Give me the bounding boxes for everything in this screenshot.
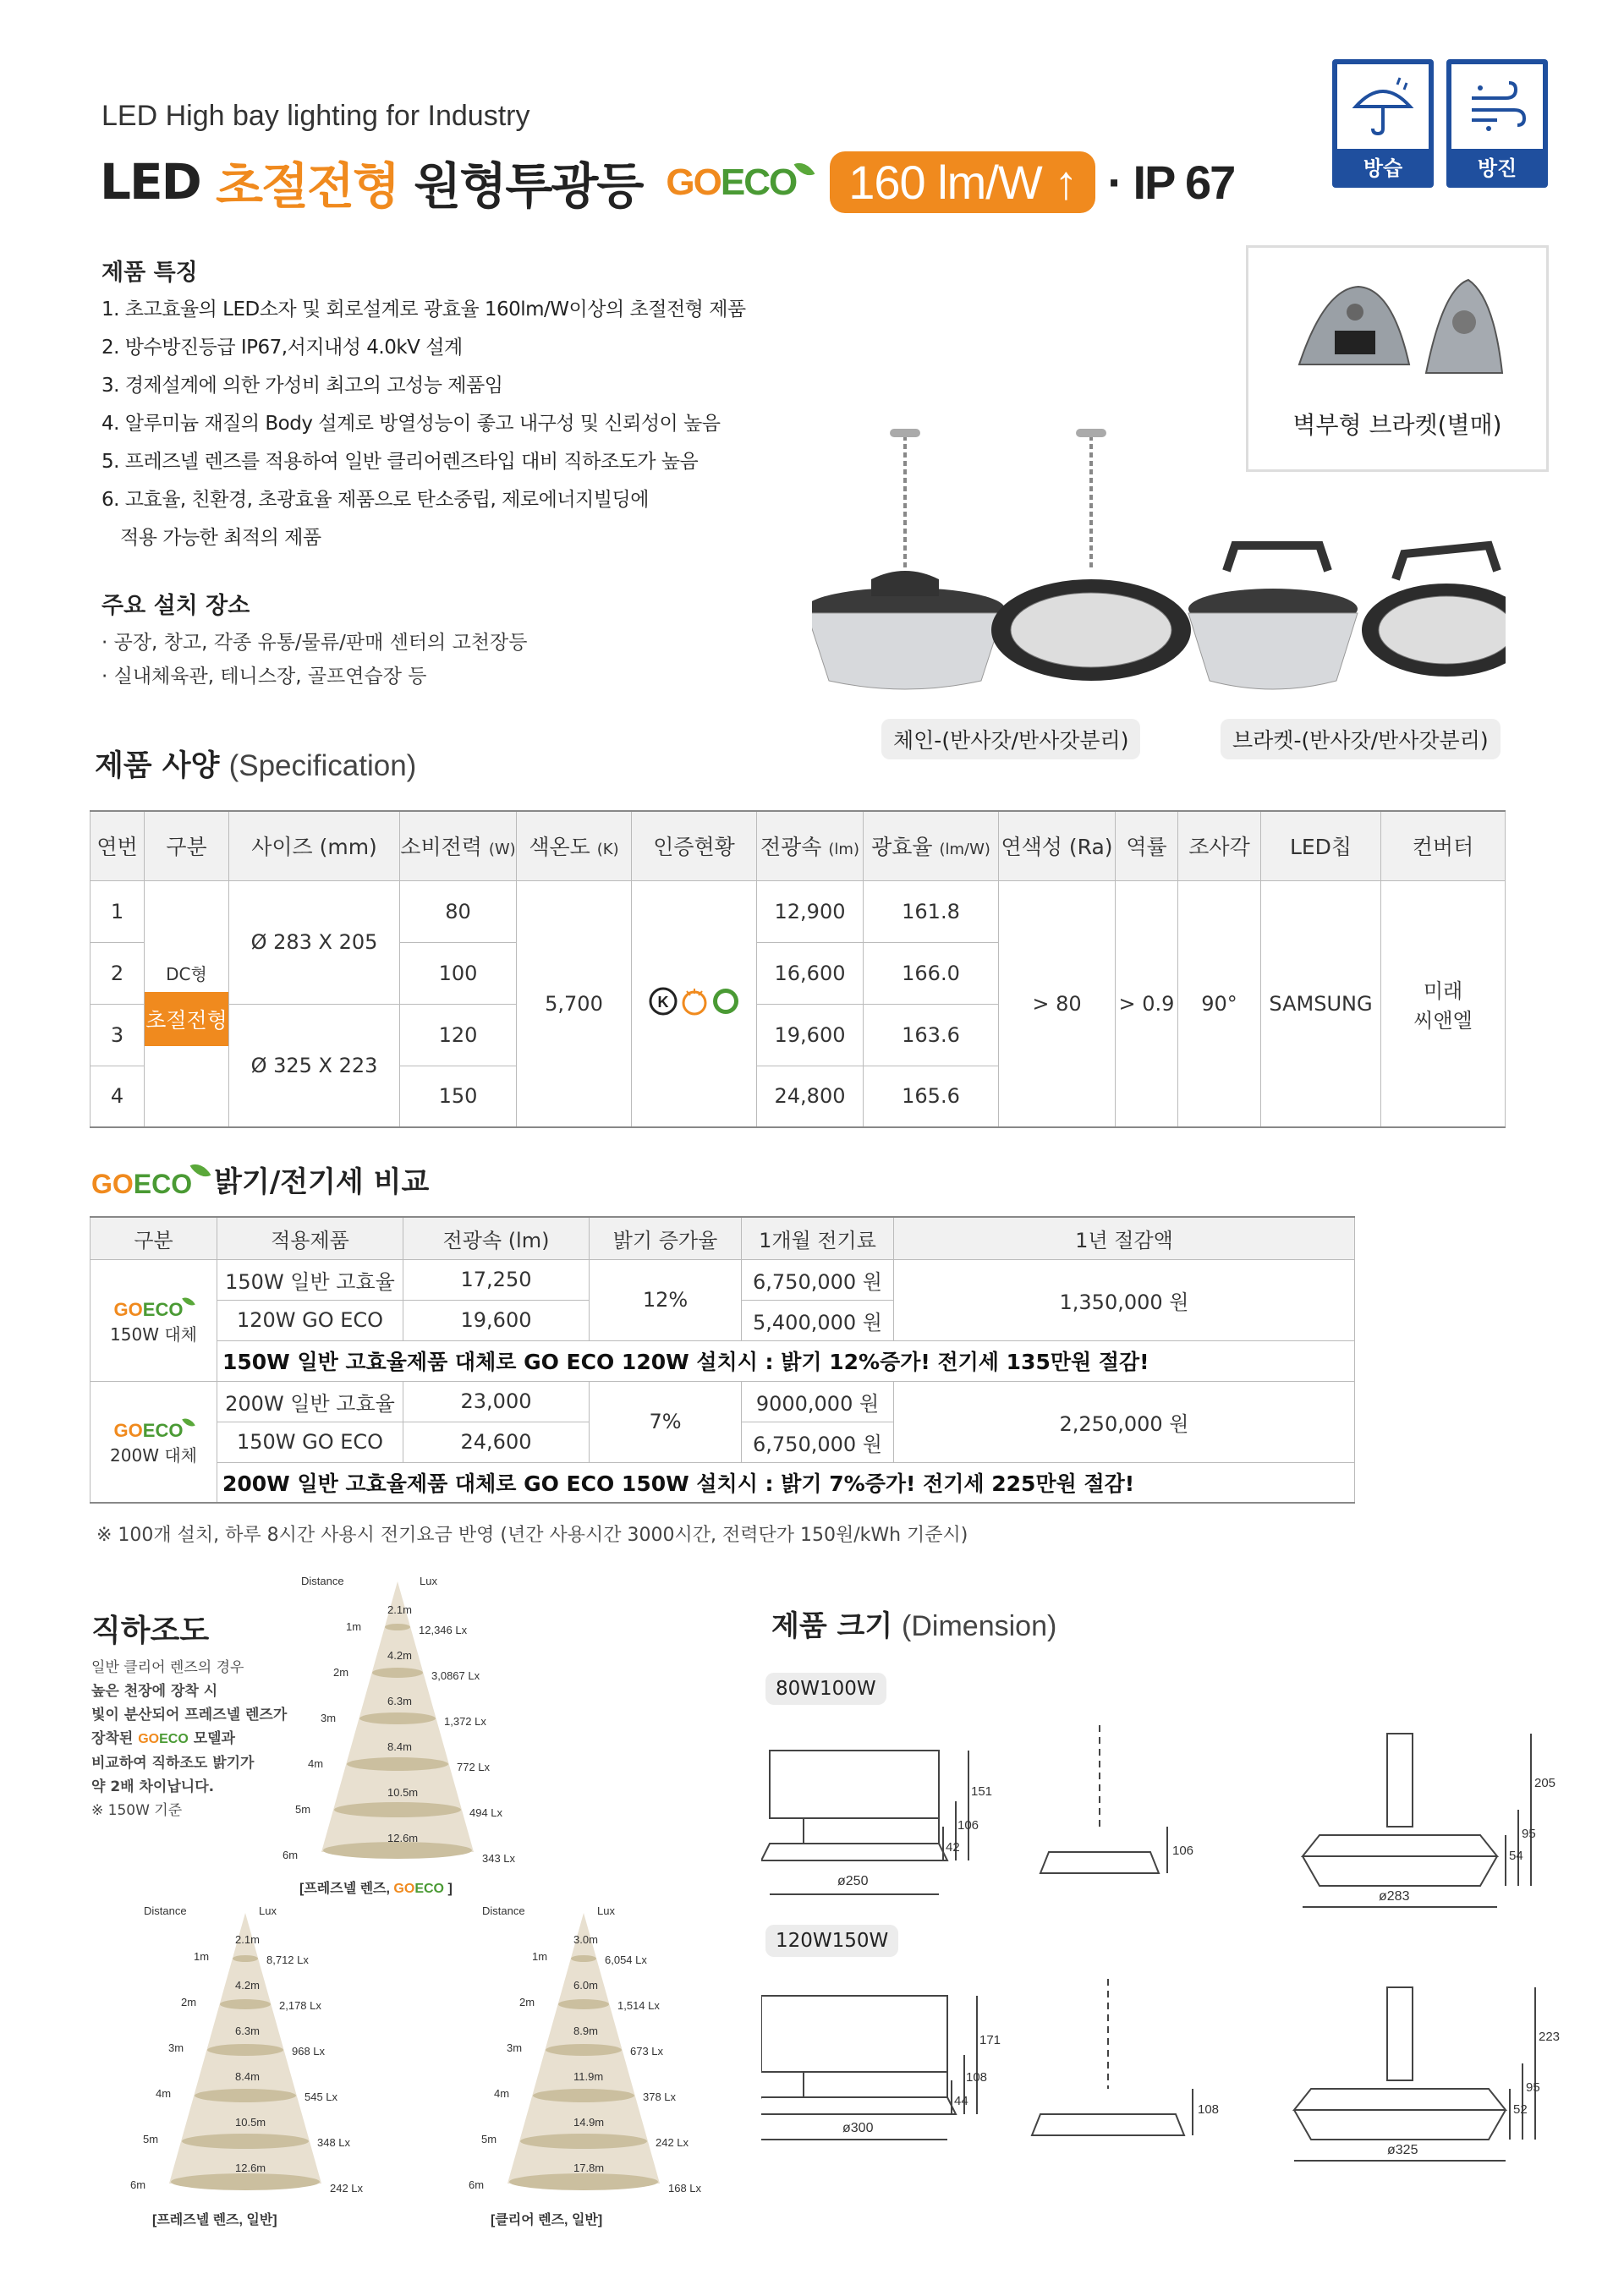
cone-lux-label: 242 Lx bbox=[656, 2136, 689, 2149]
cone-distance-label: 4m bbox=[308, 1757, 324, 1770]
location-item: · 실내체육관, 테니스장, 골프연습장 등 bbox=[102, 666, 427, 688]
dimension-tag-large: 120W150W bbox=[765, 1925, 898, 1957]
cone-lux-label: 2,178 Lx bbox=[279, 1999, 321, 2012]
cone-lux-label: 8,712 Lx bbox=[266, 1954, 309, 1966]
feature-item: 2. 방수방진등급 IP67,서지내성 4.0kV 설계 bbox=[102, 337, 463, 359]
wind-dust-icon bbox=[1463, 73, 1531, 140]
cone-distance-label: 3m bbox=[321, 1712, 337, 1724]
dust-proof-badge: 방진 bbox=[1446, 59, 1548, 188]
svg-text:K: K bbox=[657, 993, 668, 1011]
comparison-heading: GO ECO 밝기/전기세 비교 bbox=[91, 1159, 429, 1200]
chain-caption: 체인-(반사갓/반사갓분리) bbox=[881, 719, 1140, 759]
spec-row: 3 Ø 325 X 223 120 19,600 163.6 bbox=[91, 1004, 1506, 1066]
illuminance-cone-fresnel-general: Distance Lux [프레즈넬 렌즈, 일반] 1m 2.1m 8,712 Lx 2m 4.2m 2,178 Lx 3m 6.3m 968 Lx 4m 8.4m 545 Lx 5m 10.5m 348 Lx 6m 12.6m 242 Lx bbox=[130, 1904, 364, 2228]
cone-distance-label: 5m bbox=[295, 1803, 311, 1816]
dim-side-dia: ø300 bbox=[842, 2121, 874, 2135]
feature-item: 3. 경제설계에 의한 가성비 최고의 고성능 제품임 bbox=[102, 375, 503, 397]
cone-width-label: 6.3m bbox=[387, 1695, 412, 1707]
page-title bbox=[100, 144, 1234, 220]
title-highlight: 초절전형 bbox=[215, 157, 399, 215]
cone-width-label: 3.0m bbox=[573, 1933, 598, 1946]
cone-distance-label: 4m bbox=[156, 2087, 172, 2100]
feature-item: 5. 프레즈넬 렌즈를 적용하여 일반 클리어렌즈타입 대비 직하조도가 높음 bbox=[102, 451, 699, 473]
dimension-drawing-small bbox=[761, 1717, 1556, 1920]
cone-distance-label: 1m bbox=[532, 1950, 548, 1963]
cone-width-label: 6.0m bbox=[573, 1979, 598, 1992]
dim-side-dia: ø250 bbox=[837, 1874, 869, 1888]
bracket-caption: 벽부형 브라켓(별매) bbox=[1292, 411, 1502, 439]
cone-distance-label: 5m bbox=[143, 2133, 159, 2145]
locations-list bbox=[102, 626, 527, 693]
spec-table: 연번 구분 사이즈 (mm) 소비전력 (W) 색온도 (K) 인증현황 전광속 (lm) 광효율 (lm/W) 연색성 (Ra) 역률 조사각 LED칩 컨버터 1 DC형 초절전형 Ø 283 X 205 80 5,700 K 12,900 161.8 > 80 > 0.9 90° SAMSUNG 미래 씨앤엘 2 100 16,600 166.0 3 Ø 325 X 223 120 19,600 163.6 4 150 24,800 165.6 bbox=[90, 810, 1506, 1128]
cone-width-label: 8.4m bbox=[235, 2070, 260, 2083]
cone-distance-label: 2m bbox=[181, 1996, 197, 2008]
type-cell: DC형 초절전형 bbox=[145, 880, 229, 1127]
cone-width-label: 12.6m bbox=[387, 1832, 419, 1844]
comparison-row: GO ECO 200W 대체 200W 일반 고효율 23,000 7% 9000,000 원 2,250,000 원 bbox=[91, 1381, 1355, 1422]
dimension-drawing-large bbox=[761, 1970, 1556, 2173]
cone-distance-label: 4m bbox=[494, 2087, 510, 2100]
cone-lux-label: 242 Lx bbox=[330, 2182, 364, 2195]
cone-distance-label: 2m bbox=[333, 1666, 349, 1679]
cert-icons bbox=[632, 880, 757, 1127]
cone-lux-label: 348 Lx bbox=[317, 2136, 351, 2149]
cone-lux-label: 1,372 Lx bbox=[444, 1715, 486, 1728]
spec-row: 1 DC형 초절전형 Ø 283 X 205 80 5,700 K 12,900 161.8 > 80 > 0.9 90° SAMSUNG 미래 씨앤엘 bbox=[91, 880, 1506, 942]
cone-lux-label: 545 Lx bbox=[304, 2091, 338, 2103]
cone-lux-label: 968 Lx bbox=[292, 2045, 326, 2058]
features-heading: 제품 특징 bbox=[102, 260, 198, 286]
cone-distance-label: 6m bbox=[130, 2178, 146, 2191]
cone-width-label: 10.5m bbox=[235, 2116, 266, 2129]
cone-width-label: 6.3m bbox=[235, 2025, 260, 2037]
spec-heading: 제품 사양 (Specification) bbox=[95, 749, 417, 783]
ip-rating: · IP 67 bbox=[1107, 155, 1235, 209]
cone-lux-label: 343 Lx bbox=[482, 1852, 516, 1865]
comparison-table: 구분 적용제품 전광속 (lm) 밝기 증가율 1개월 전기료 1년 절감액 GO ECO 150W 대체 150W 일반 고효율 17,250 12% 6,750,000 원 1,350,000 원 120W GO ECO 19,600 5,400,000 원 150W 일반 고효율제품 대체로 GO ECO 120W 설치시 : 밝기 12%증가! 전기세 135만원 절감! GO ECO 200W 대체 200W 일반 고효율 23,000 7% 9000,000 원 2,250,000 원 150W GO ECO 24,600 6,750,000 원 200W 일반 고효율제품 대체로 GO ECO 150W 설치시 : 밝기 7%증가! 전기세 225만원 절감! bbox=[90, 1216, 1355, 1504]
efficiency-pill: 160 lm/W ↑ bbox=[830, 151, 1095, 213]
go-eco-logo: GO ECO bbox=[666, 160, 811, 204]
feature-item: 4. 알루미늄 재질의 Body 설계로 방열성능이 좋고 내구성 및 신뢰성이 높음 bbox=[102, 413, 721, 435]
cone-distance-label: 1m bbox=[346, 1620, 362, 1633]
wall-bracket-image bbox=[1282, 271, 1519, 390]
cone-width-label: 11.9m bbox=[573, 2070, 604, 2083]
feature-item: 1. 초고효율의 LED소자 및 회로설계로 광효율 160lm/W이상의 초절전형 제품 bbox=[102, 299, 746, 321]
group-label: GO ECO 200W 대체 bbox=[91, 1381, 217, 1503]
location-item: · 공장, 창고, 각종 유통/물류/판매 센터의 고천장등 bbox=[102, 632, 528, 654]
type-badge: 초절전형 bbox=[145, 992, 228, 1046]
cone-width-label: 8.9m bbox=[573, 2025, 598, 2037]
cone-lux-label: 168 Lx bbox=[668, 2182, 702, 2195]
cone-distance-label: 6m bbox=[469, 2178, 485, 2191]
cone-width-label: 17.8m bbox=[573, 2162, 605, 2174]
cone-width-label: 2.1m bbox=[387, 1603, 412, 1616]
bracket-type-caption: 브라켓-(반사갓/반사갓분리) bbox=[1221, 719, 1501, 759]
cone-distance-label: 5m bbox=[481, 2133, 497, 2145]
illuminance-description: 일반 클리어 렌즈의 경우 높은 천장에 장착 시 빛이 분산되어 프레즈넬 렌즈가 장착된 GO ECO 모델과 비교하여 직하조도 밝기가 약 2배 차이납니다. ※ 150W 기준 bbox=[91, 1659, 288, 1819]
cone-lux-label: 12,346 Lx bbox=[419, 1624, 468, 1636]
dimension-heading: 제품 크기 (Dimension) bbox=[771, 1609, 1057, 1643]
cone-distance-label: 3m bbox=[507, 2041, 523, 2054]
cone-distance-label: 1m bbox=[194, 1950, 210, 1963]
comparison-note-row: 200W 일반 고효율제품 대체로 GO ECO 150W 설치시 : 밝기 7%증가! 전기세 225만원 절감! bbox=[91, 1462, 1355, 1503]
group-label: GO ECO 150W 대체 bbox=[91, 1259, 217, 1381]
cone-distance-label: 2m bbox=[519, 1996, 535, 2008]
dim-bracket-dia: ø325 bbox=[1387, 2143, 1418, 2157]
illuminance-heading: 직하조도 bbox=[91, 1614, 210, 1648]
cone-distance-label: 3m bbox=[168, 2041, 184, 2054]
feature-item: 적용 가능한 최적의 제품 bbox=[120, 527, 321, 549]
cone-width-label: 14.9m bbox=[573, 2116, 605, 2129]
cone-width-label: 4.2m bbox=[235, 1979, 260, 1992]
cone-lux-label: 378 Lx bbox=[643, 2091, 677, 2103]
feature-item: 6. 고효율, 친환경, 초광효율 제품으로 탄소중립, 제로에너지빌딩에 bbox=[102, 489, 649, 511]
comparison-row: GO ECO 150W 대체 150W 일반 고효율 17,250 12% 6,750,000 원 1,350,000 원 bbox=[91, 1259, 1355, 1300]
comparison-footnote: ※ 100개 설치, 하루 8시간 사용시 전기요금 반영 (년간 사용시간 3000시간, 전력단가 150원/kWh 기준시) bbox=[96, 1525, 968, 1546]
cone-lux-label: 6,054 Lx bbox=[605, 1954, 647, 1966]
cone-width-label: 2.1m bbox=[235, 1933, 260, 1946]
cone-distance-label: 6m bbox=[283, 1849, 299, 1861]
dim-bracket-dia: ø283 bbox=[1379, 1889, 1410, 1904]
illuminance-cone-fresnel-goeco: Distance Lux [프레즈넬 렌즈, GO ECO ] 1m 2.1m 12,346 Lx 2m 4.2m 3,0867 Lx 3m 6.3m 1,372 Lx 4m 8.4m 772 Lx 5m 10.5m 494 Lx 6m 12.6m 343 Lx bbox=[283, 1575, 516, 1896]
cone-width-label: 10.5m bbox=[387, 1786, 419, 1799]
certification-marks-icon bbox=[648, 984, 741, 1018]
page-subtitle: LED High bay lighting for Industry bbox=[102, 100, 530, 132]
cone-lux-label: 3,0867 Lx bbox=[431, 1669, 480, 1682]
umbrella-rain-icon bbox=[1349, 73, 1417, 140]
moisture-proof-badge: 방습 bbox=[1332, 59, 1434, 188]
product-lamps-image bbox=[812, 427, 1506, 698]
dimension-tag-small: 80W100W bbox=[765, 1673, 886, 1705]
comparison-row: 150W GO ECO 24,600 6,750,000 원 bbox=[91, 1422, 1355, 1462]
cone-width-label: 4.2m bbox=[387, 1649, 412, 1662]
spec-row: 2 100 16,600 166.0 bbox=[91, 942, 1506, 1004]
cone-width-label: 8.4m bbox=[387, 1740, 412, 1753]
cone-lux-label: 673 Lx bbox=[630, 2045, 664, 2058]
comparison-row: 120W GO ECO 19,600 5,400,000 원 bbox=[91, 1300, 1355, 1340]
cone-lux-label: 1,514 Lx bbox=[617, 1999, 660, 2012]
cone-lux-label: 772 Lx bbox=[457, 1761, 491, 1773]
cone-lux-label: 494 Lx bbox=[469, 1806, 503, 1819]
title-rest: 원형투광등 bbox=[414, 157, 643, 215]
spec-row: 4 150 24,800 165.6 bbox=[91, 1066, 1506, 1127]
comparison-note-row: 150W 일반 고효율제품 대체로 GO ECO 120W 설치시 : 밝기 12%증가! 전기세 135만원 절감! bbox=[91, 1340, 1355, 1381]
cone-width-label: 12.6m bbox=[235, 2162, 266, 2174]
locations-heading: 주요 설치 장소 bbox=[102, 593, 250, 619]
illuminance-cone-clear-general: Distance Lux [클리어 렌즈, 일반] 1m 3.0m 6,054 Lx 2m 6.0m 1,514 Lx 3m 8.9m 673 Lx 4m 11.9m 378 Lx 5m 14.9m 242 Lx 6m 17.8m 168 Lx bbox=[469, 1904, 702, 2228]
title-led: LED bbox=[100, 153, 200, 211]
